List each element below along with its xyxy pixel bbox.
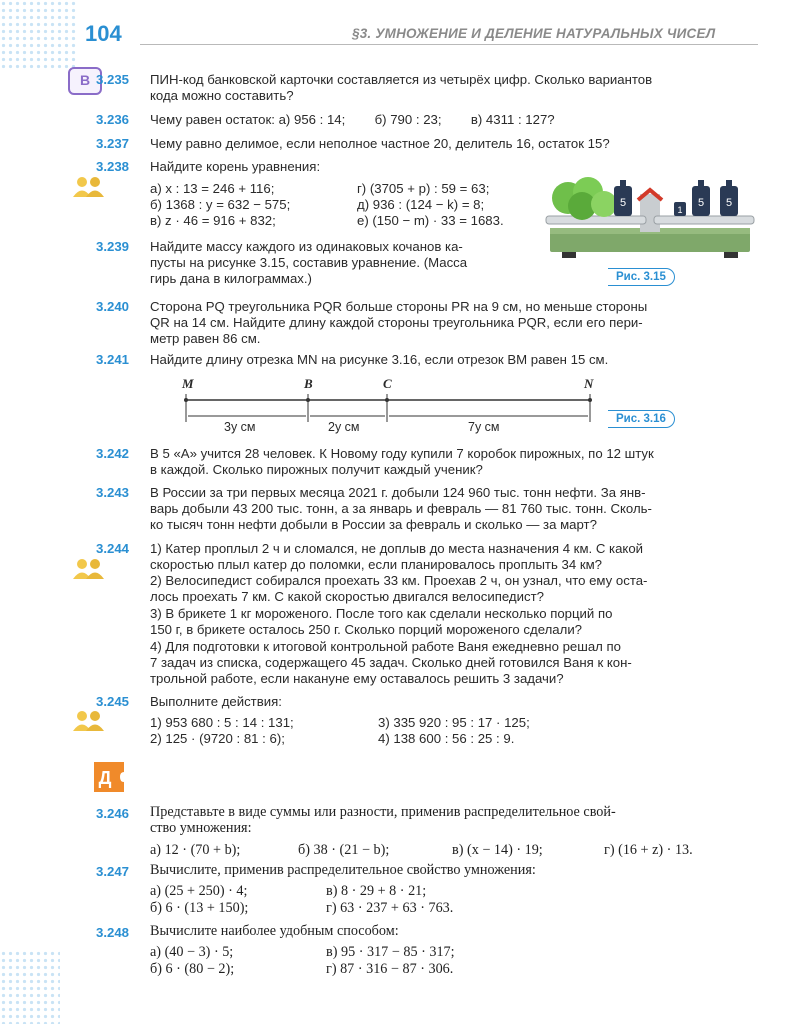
problem-text: Чему равен остаток: а) 956 : 14; б) 790 : 23; в) 4311 : 127? bbox=[150, 112, 555, 127]
homework-badge-icon bbox=[90, 760, 128, 794]
exercise-item: б) 6 · (13 + 150); bbox=[150, 900, 249, 916]
problem-text: 4) Для подготовки к итоговой контрольной работе Ваня ежедневно решал по bbox=[150, 639, 622, 654]
pair-work-icon bbox=[72, 558, 106, 580]
problem-number: 3.247 bbox=[96, 864, 130, 879]
problem-text: трольной работе, если накануне ему оставалось решить 3 задачи? bbox=[150, 671, 564, 686]
equation-item: г) (3705 + p) : 59 = 63; bbox=[357, 181, 490, 196]
point-label: C bbox=[383, 376, 392, 391]
problem-text: В России за три первых месяца 2021 г. добыли 124 960 тыс. тонн нефти. За янв- bbox=[150, 485, 646, 500]
problem-text: в каждой. Сколько пирожных получит каждый ученик? bbox=[150, 462, 483, 477]
page-number: 104 bbox=[85, 21, 122, 46]
exercise-item: б) 6 · (80 − 2); bbox=[150, 961, 235, 977]
exercise-item: г) 87 · 316 − 87 · 306. bbox=[326, 961, 454, 977]
exercise-item: 1) 953 680 : 5 : 14 : 131; bbox=[150, 715, 294, 730]
point-label: M bbox=[182, 376, 194, 391]
exercise-item: г) (16 + z) · 13. bbox=[604, 842, 693, 858]
exercise-item: в) (x − 14) · 19; bbox=[452, 842, 543, 858]
problem-number: 3.248 bbox=[96, 925, 130, 940]
equation-item: в) z · 46 = 916 + 832; bbox=[150, 213, 276, 228]
weight-label: 5 bbox=[619, 197, 627, 209]
segment-line bbox=[178, 392, 598, 422]
exercise-item: в) 8 · 29 + 8 · 21; bbox=[326, 883, 427, 899]
level-v-icon: В bbox=[68, 67, 102, 95]
problem-text: ПИН-код банковской карточки составляется из четырёх цифр. Сколько вариантов bbox=[150, 72, 653, 87]
problem-text: Чему равно делимое, если неполное частное 20, делитель 16, остаток 15? bbox=[150, 136, 610, 151]
length-label: 2y см bbox=[328, 420, 360, 434]
problem-number: 3.241 bbox=[96, 352, 130, 367]
problem-text: метр равен 86 см. bbox=[150, 331, 261, 346]
segment-figure bbox=[178, 376, 598, 436]
exercise-item: 4) 138 600 : 56 : 25 : 9. bbox=[378, 731, 515, 746]
problem-number: 3.235 bbox=[96, 72, 130, 87]
problem-number: 3.245 bbox=[96, 694, 130, 709]
problem-text: варь добыли 43 200 тыс. тонн, а за январь и февраль — 81 760 тыс. тонн. Сколь- bbox=[150, 501, 652, 516]
length-label: 7y см bbox=[468, 420, 500, 434]
problem-text: Вычислите, применив распределительное свойство умножения: bbox=[150, 862, 536, 878]
problem-text: Выполните действия: bbox=[150, 694, 282, 709]
corner-dots-decoration bbox=[0, 950, 60, 1024]
problem-number: 3.243 bbox=[96, 485, 130, 500]
pair-work-icon bbox=[72, 176, 106, 198]
problem-text: ство умножения: bbox=[150, 820, 252, 836]
problem-number: 3.236 bbox=[96, 112, 130, 127]
problem-text: гирь дана в килограммах.) bbox=[150, 271, 312, 286]
problem-text: В 5 «А» учится 28 человек. К Новому году купили 7 коробок пирожных, по 12 штук bbox=[150, 446, 654, 461]
problem-number: 3.237 bbox=[96, 136, 130, 151]
exercise-item: в) 95 · 317 − 85 · 317; bbox=[326, 944, 455, 960]
problem-text: 1) Катер проплыл 2 ч и сломался, не доплыв до места назначения 4 км. С какой bbox=[150, 541, 644, 556]
balance-scale-figure bbox=[542, 160, 758, 268]
exercise-item: а) (40 − 3) · 5; bbox=[150, 944, 234, 960]
length-label: 3y см bbox=[224, 420, 256, 434]
problem-text: 3) В брикете 1 кг мороженого. После того как сделали несколько порций по bbox=[150, 606, 613, 621]
problem-text: лось проехать 7 км. С какой скоростью двигался велосипедист? bbox=[150, 589, 544, 604]
equation-item: е) (150 − m) · 33 = 1683. bbox=[357, 213, 504, 228]
exercise-item: 3) 335 920 : 95 : 17 · 125; bbox=[378, 715, 530, 730]
header-divider bbox=[140, 44, 758, 45]
point-label: N bbox=[584, 376, 594, 391]
equation-item: а) x : 13 = 246 + 116; bbox=[150, 181, 275, 196]
problem-number: 3.240 bbox=[96, 299, 130, 314]
pair-work-icon bbox=[72, 710, 106, 732]
problem-number: 3.238 bbox=[96, 159, 130, 174]
point-label: B bbox=[304, 376, 313, 391]
problem-text: пусты на рисунке 3.15, составив уравнение. (Масса bbox=[150, 255, 468, 270]
exercise-item: а) 12 · (70 + b); bbox=[150, 842, 241, 858]
exercise-item: 2) 125 · (9720 : 81 : 6); bbox=[150, 731, 285, 746]
weight-label: 5 bbox=[725, 197, 733, 209]
problem-text: Найдите корень уравнения: bbox=[150, 159, 321, 174]
problem-text: Вычислите наиболее удобным способом: bbox=[150, 923, 399, 939]
weight-label: 5 bbox=[697, 197, 705, 209]
problem-number: 3.242 bbox=[96, 446, 130, 461]
problem-text: Представьте в виде суммы или разности, применив распределительное свой- bbox=[150, 804, 616, 820]
problem-text: 150 г, в брикете осталось 250 г. Сколько порций мороженого сделали? bbox=[150, 622, 583, 637]
problem-text: Найдите массу каждого из одинаковых кочанов ка- bbox=[150, 239, 463, 254]
problem-number: 3.244 bbox=[96, 541, 130, 556]
figure-caption: Рис. 3.16 bbox=[608, 410, 675, 428]
exercise-item: г) 63 · 237 + 63 · 763. bbox=[326, 900, 454, 916]
problem-text: 7 задач из списка, содержащего 45 задач. Сколько дней готовился Ваня к кон- bbox=[150, 655, 632, 670]
problem-text: кода можно составить? bbox=[150, 88, 294, 103]
problem-text: скоростью плыл катер до поломки, если планировалось проплыть 34 км? bbox=[150, 557, 603, 572]
weight-label: 1 bbox=[677, 205, 683, 215]
figure-caption: Рис. 3.15 bbox=[608, 268, 675, 286]
problem-number: 3.239 bbox=[96, 239, 130, 254]
problem-number: 3.246 bbox=[96, 806, 130, 821]
badge-letter: Д bbox=[98, 768, 112, 788]
problem-text: QR на 14 см. Найдите длину каждой стороны треугольника PQR, если его пери- bbox=[150, 315, 643, 330]
problem-text: Найдите длину отрезка MN на рисунке 3.16, если отрезок BM равен 15 см. bbox=[150, 352, 609, 367]
corner-dots-decoration bbox=[0, 0, 76, 70]
problem-text: 2) Велосипедист собирался проехать 33 км. Проехав 2 ч, он узнал, что ему оста- bbox=[150, 573, 648, 588]
problem-text: Сторона PQ треугольника PQR больше стороны PR на 9 см, но меньше стороны bbox=[150, 299, 648, 314]
exercise-item: а) (25 + 250) · 4; bbox=[150, 883, 248, 899]
equation-item: д) 936 : (124 − k) = 8; bbox=[357, 197, 485, 212]
equation-item: б) 1368 : y = 632 − 575; bbox=[150, 197, 291, 212]
problem-text: ко тысяч тонн нефти добыли в России за февраль и сколько — за март? bbox=[150, 517, 597, 532]
section-header: §3. УМНОЖЕНИЕ И ДЕЛЕНИЕ НАТУРАЛЬНЫХ ЧИСЕЛ bbox=[352, 26, 716, 41]
exercise-item: б) 38 · (21 − b); bbox=[298, 842, 390, 858]
